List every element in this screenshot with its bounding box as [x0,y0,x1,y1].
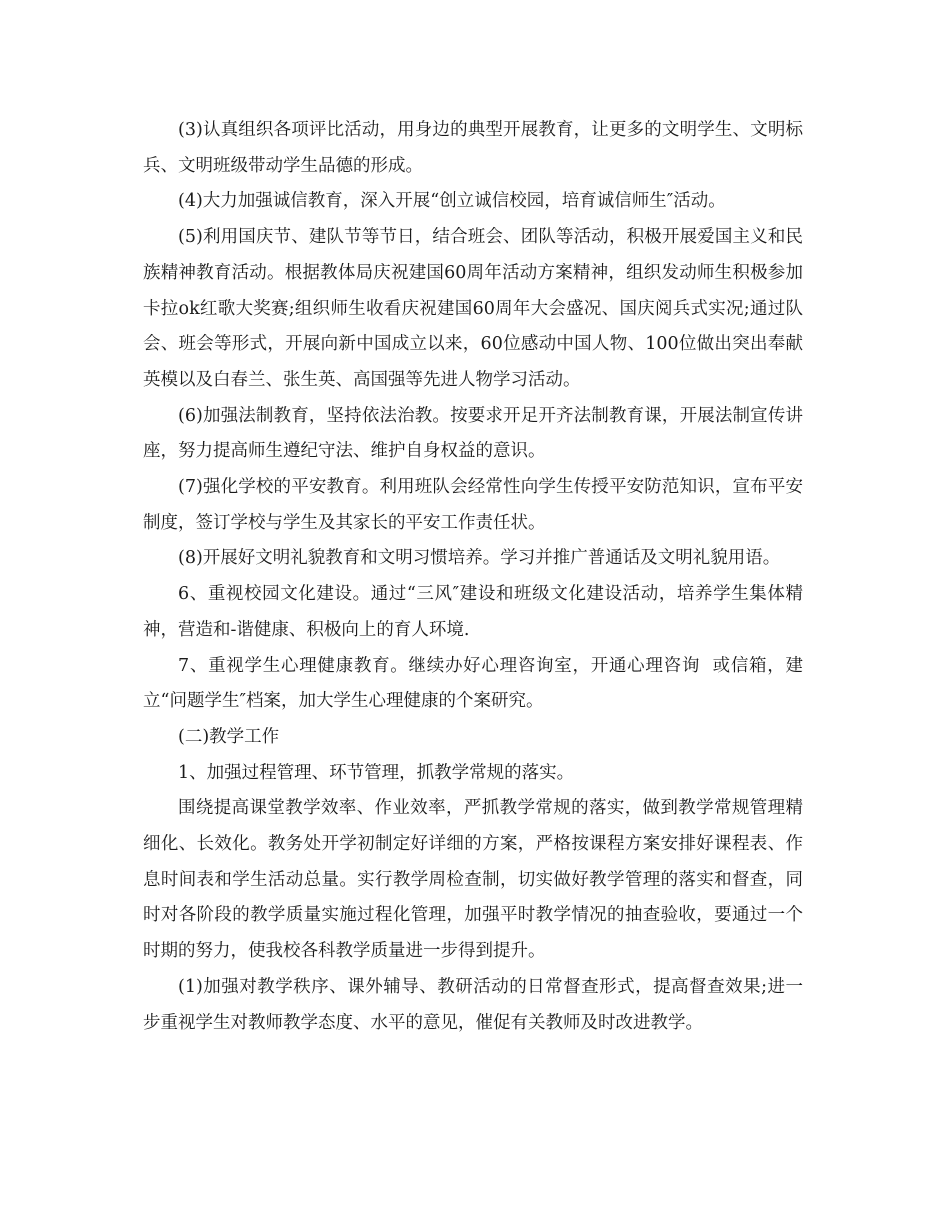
paragraph-process-management: 1、加强过程管理、环节管理，抓教学常规的落实。 [178,762,575,783]
paragraph-campus-culture: 6、重视校园文化建设。通过“三风″建设和班级文化建设活动，培养学生集体精神，营造和-谐健康、积极向上的育人环境. [143,584,803,640]
document-body [143,113,803,1041]
paragraph-mental-health: 7、重视学生心理健康教育。继续办好心理咨询室，开通心理咨询 或信箱，建立“问题学生″档案，加大学生心理健康的个案研究。 [143,655,803,712]
paragraph-8-etiquette: (8)开展好文明礼貌教育和文明习惯培养。学习并推广普通话及文明礼貌用语。 [178,548,781,569]
paragraph-4-integrity: (4)大力加强诚信教育，深入开展“创立诚信校园，培育诚信师生″活动。 [178,191,726,212]
paragraph-3-appraisal: (3)认真组织各项评比活动，用身边的典型开展教育，让更多的文明学生、文明标兵、文明班级带动学生品德的形成。 [143,120,803,176]
section-heading-teaching: (二)教学工作 [178,726,280,747]
paragraph-1-supervision: (1)加强对教学秩序、课外辅导、教研活动的日常督查形式，提高督查效果;进一步重视学生对教师教学态度、水平的意见，催促有关教师及时改进教学。 [143,976,803,1033]
paragraph-7-safety-education: (7)强化学校的平安教育。利用班队会经常性向学生传授平安防范知识，宣布平安制度，签订学校与学生及其家长的平安工作责任状。 [143,477,803,533]
paragraph-5-patriotism: (5)利用国庆节、建队节等节日，结合班会、团队等活动，积极开展爱国主义和民族精神教育活动。根据教体局庆祝建国60周年活动方案精神，组织发动师生积极参加卡拉ok红歌大奖赛;组织师生收看庆祝建国60周年大会盛况、国庆阅兵式实况;通过队会、班会等形式，开展向新中国成立以来，60位感动中国人物、100位做出突出奉献英模以及白春兰、张生英、高国强等先进人物学习活动。 [143,227,803,390]
paragraph-teaching-efficiency: 围绕提高课堂教学效率、作业效率，严抓教学常规的落实，做到教学常规管理精细化、长效化。教务处开学初制定好详细的方案，严格按课程方案安排好课程表、作息时间表和学生活动总量。实行教学周检查制，切实做好教学管理的落实和督查，同时对各阶段的教学质量实施过程化管理，加强平时教学情况的抽查验收，要通过一个时期的努力，使我校各科教学质量进一步得到提升。 [143,798,803,962]
paragraph-6-legal-education: (6)加强法制教育，坚持依法治教。按要求开足开齐法制教育课，开展法制宣传讲座，努力提高师生遵纪守法、维护自身权益的意识。 [143,405,803,462]
